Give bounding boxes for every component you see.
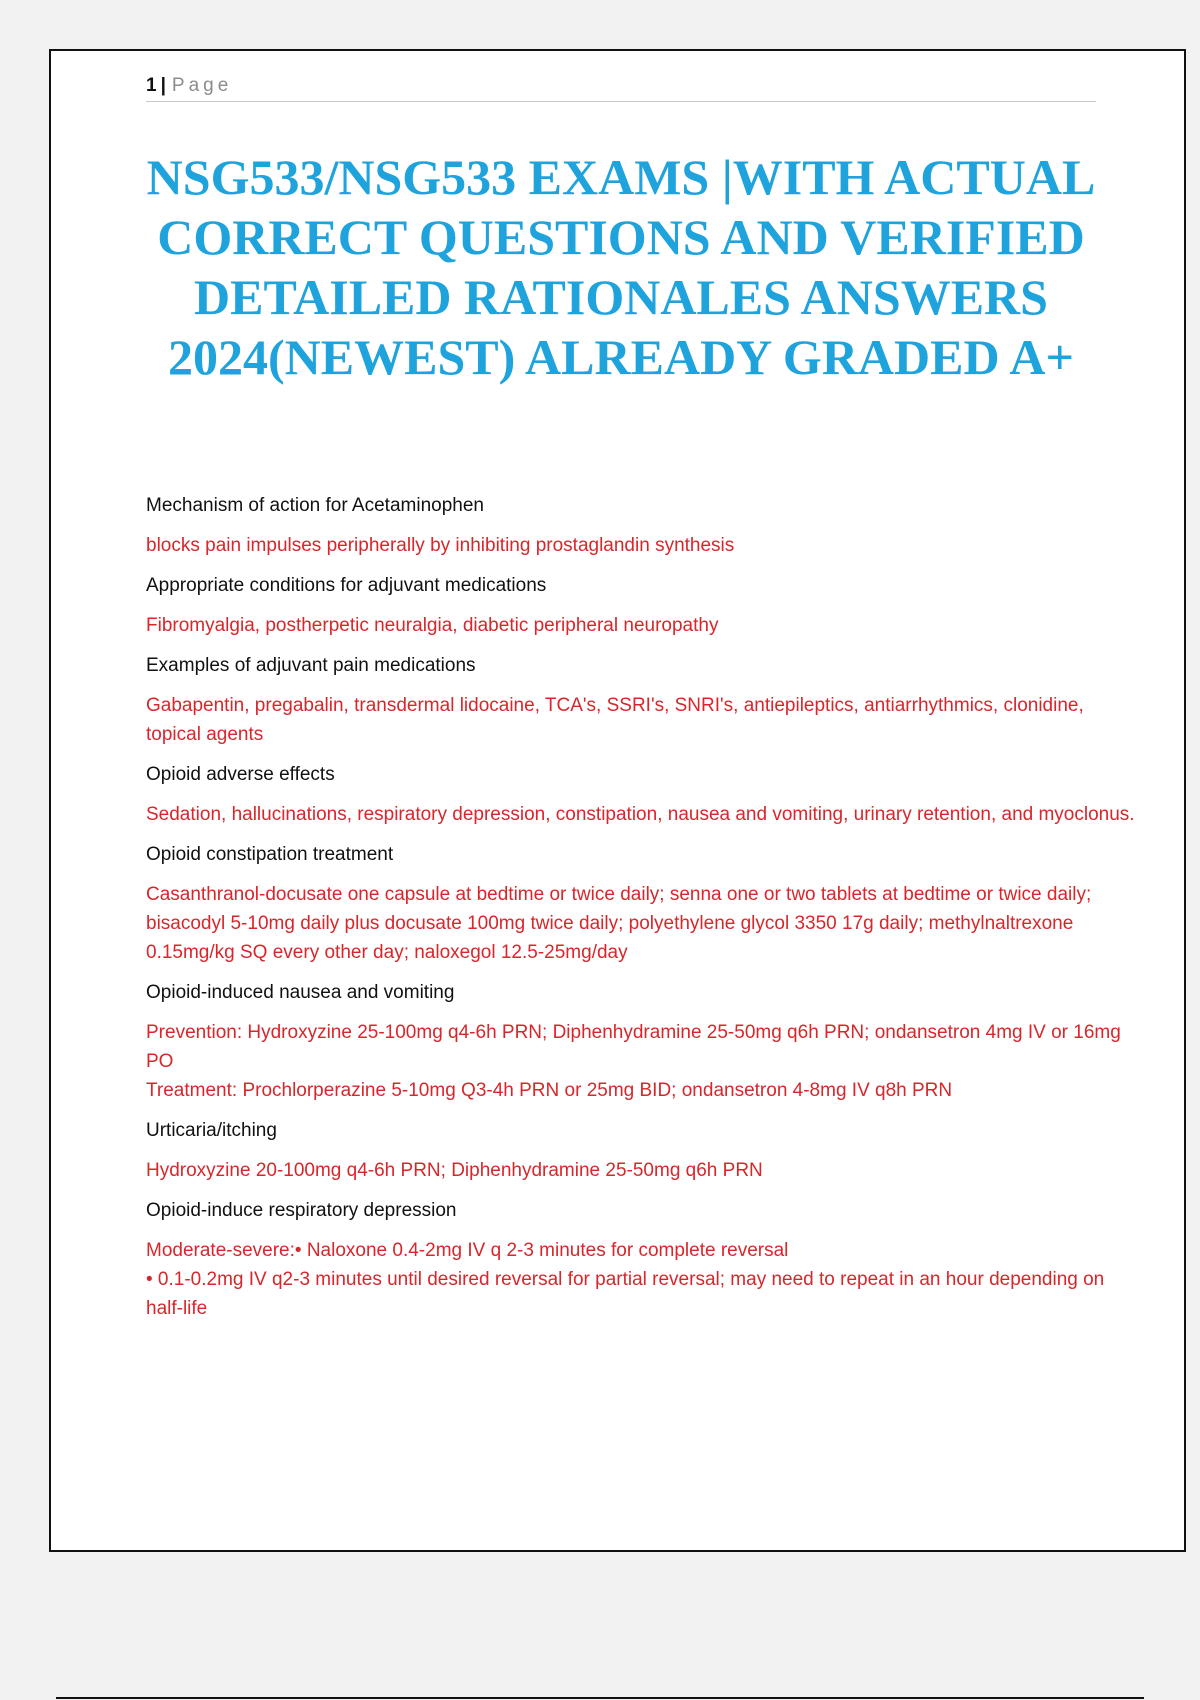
- question: Mechanism of action for Acetaminophen: [146, 495, 484, 516]
- question: Opioid adverse effects: [146, 764, 335, 785]
- answer-line-1: Moderate-severe:• Naloxone 0.4-2mg IV q 2-3 minutes for complete reversal: [146, 1240, 789, 1261]
- answer: Gabapentin, pregabalin, transdermal lidocaine, TCA's, SSRI's, SNRI's, antiepileptics, antiarrhythmics, clonidine, topical agents: [146, 695, 1084, 745]
- answer: Sedation, hallucinations, respiratory depression, constipation, nausea and vomiting, urinary retention, and myoclonus.: [146, 804, 1135, 825]
- answer-treatment: Treatment: Prochlorperazine 5-10mg Q3-4h PRN or 25mg BID; ondansetron 4-8mg IV q8h PRN: [146, 1080, 953, 1101]
- question: Examples of adjuvant pain medications: [146, 655, 476, 676]
- qa-item: [146, 1116, 1136, 1185]
- answer: blocks pain impulses peripherally by inhibiting prostaglandin synthesis: [146, 535, 735, 556]
- answer: [146, 1018, 1136, 1105]
- document-page: [49, 49, 1186, 1552]
- qa-item: [146, 978, 1136, 1105]
- page-separator: |: [160, 75, 166, 96]
- answer-line-2: • 0.1-0.2mg IV q2-3 minutes until desired reversal for partial reversal; may need to repeat in an hour depending on half-life: [146, 1269, 1105, 1319]
- question: Urticaria/itching: [146, 1120, 277, 1141]
- document-title: NSG533/NSG533 EXAMS |WITH ACTUAL CORRECT QUESTIONS AND VERIFIED DETAILED RATIONALES ANSWERS 2024(NEWEST) ALREADY GRADED A+: [146, 149, 1096, 385]
- qa-item: [146, 760, 1136, 829]
- question: Opioid-induced nausea and vomiting: [146, 982, 455, 1003]
- question: Opioid constipation treatment: [146, 844, 394, 865]
- qa-list: [146, 491, 1136, 1334]
- page-header: [146, 75, 1096, 102]
- answer: Hydroxyzine 20-100mg q4-6h PRN; Diphenhydramine 25-50mg q6h PRN: [146, 1160, 763, 1181]
- page-number: 1: [146, 75, 157, 96]
- answer-prevention: Prevention: Hydroxyzine 25-100mg q4-6h PRN; Diphenhydramine 25-50mg q6h PRN; ondansetron 4mg IV or 16mg PO: [146, 1022, 1121, 1072]
- qa-item: [146, 651, 1136, 749]
- next-page-top-border: [56, 1697, 1144, 1699]
- question: Appropriate conditions for adjuvant medications: [146, 575, 547, 596]
- qa-item: [146, 840, 1136, 967]
- answer: [146, 1236, 1136, 1323]
- answer: Casanthranol-docusate one capsule at bedtime or twice daily; senna one or two tablets at bedtime or twice daily; bisacodyl 5-10mg daily plus docusate 100mg twice daily; polyethylene glycol 3350 17g daily; methylnaltrexone 0.15mg/kg SQ every other day; naloxegol 12.5-25mg/day: [146, 884, 1092, 963]
- qa-item: [146, 571, 1136, 640]
- page-label: Page: [171, 75, 233, 96]
- qa-item: [146, 491, 1136, 560]
- qa-item: [146, 1196, 1136, 1323]
- question: Opioid-induce respiratory depression: [146, 1200, 457, 1221]
- answer: Fibromyalgia, postherpetic neuralgia, diabetic peripheral neuropathy: [146, 615, 719, 636]
